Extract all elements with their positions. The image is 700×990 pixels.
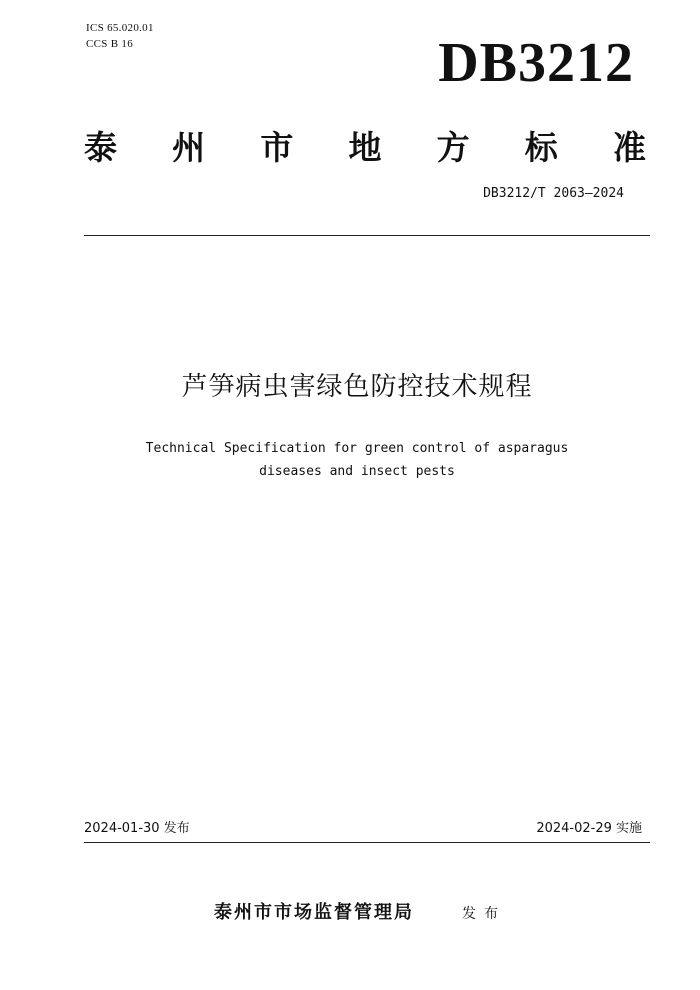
ccs-code: CCS B 16 [86, 38, 134, 50]
document-title-chinese: 芦笋病虫害绿色防控技术规程 [181, 372, 533, 402]
document-title-english [0, 437, 700, 483]
issuing-authority: 泰州市市场监督管理局 [214, 902, 414, 923]
issue-date: 2024-01-30 发布 [84, 821, 190, 836]
standard-type-char: 市 [260, 128, 294, 167]
standard-type-heading [84, 128, 646, 168]
standard-mark: DB3212 [438, 32, 634, 94]
standard-type-char: 标 [524, 128, 558, 167]
standard-type-char: 准 [612, 128, 646, 167]
standard-number: DB3212/T 2063—2024 [483, 186, 624, 201]
standard-type-char: 方 [436, 128, 470, 167]
issuing-action: 发布 [462, 906, 506, 922]
standard-type-char: 泰 [84, 128, 117, 167]
standard-type-char: 州 [172, 128, 206, 167]
implementation-date: 2024-02-29 实施 [536, 821, 642, 836]
ics-code: ICS 65.020.01 [86, 22, 154, 34]
top-divider [84, 235, 650, 236]
english-title-line-2: diseases and insect pests [259, 464, 455, 479]
bottom-divider [84, 842, 650, 843]
standard-type-char: 地 [348, 128, 382, 167]
classification-codes [86, 20, 154, 52]
english-title-line-1: Technical Specification for green control of asparagus [145, 441, 569, 456]
